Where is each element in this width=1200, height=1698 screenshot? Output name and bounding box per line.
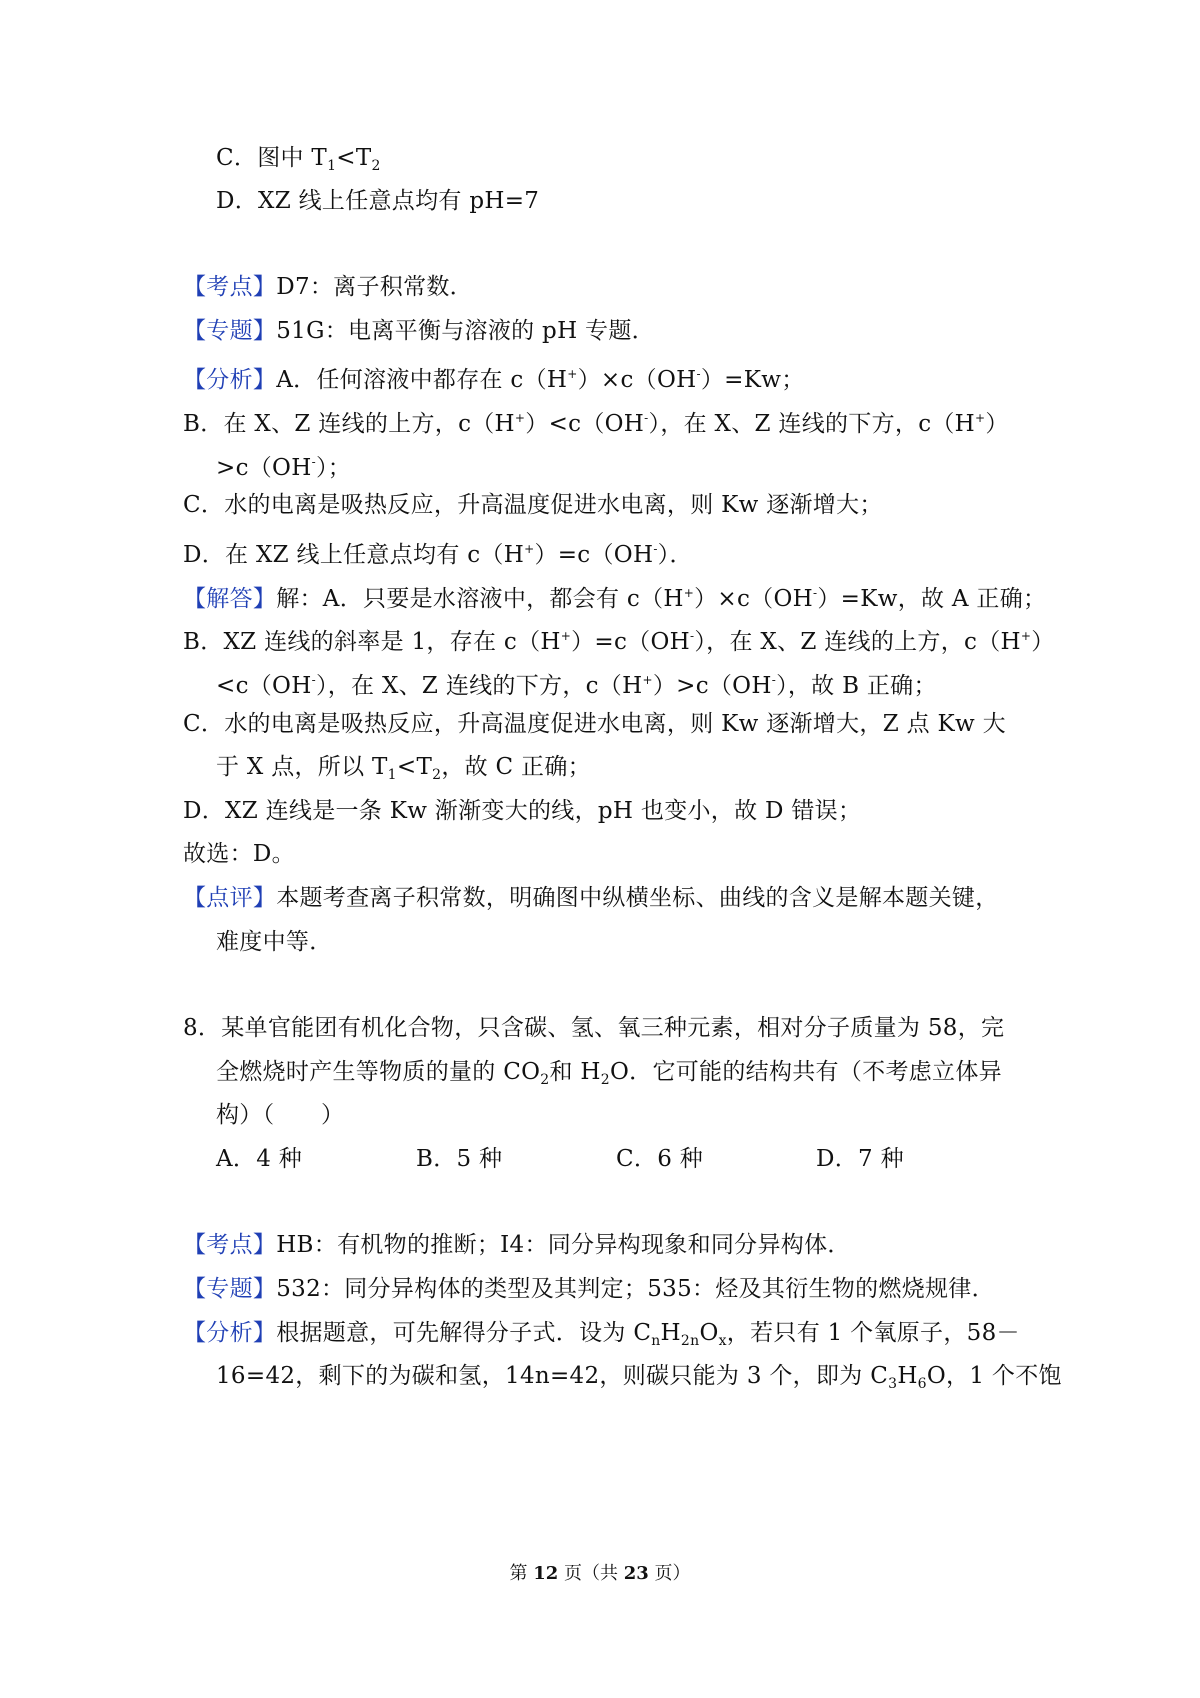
total-pages: 23 xyxy=(623,1563,649,1584)
q7-jieda-b xyxy=(183,620,1055,658)
q7-fenxi-c xyxy=(183,489,883,521)
subscript: 2 xyxy=(432,767,442,783)
text: ，故 C 正确； xyxy=(441,754,591,780)
q7-fenxi-a xyxy=(183,358,805,396)
text: 根据题意，可先解得分子式．设为 C xyxy=(276,1320,652,1346)
superscript: + xyxy=(567,367,578,381)
text: ），在 X、Z 连线的上方，c（H xyxy=(694,629,1021,655)
text: ）=c（OH xyxy=(571,629,690,655)
subscript: 2 xyxy=(600,1072,610,1088)
text: <T xyxy=(396,754,433,780)
text: D7：离子积常数． xyxy=(276,274,473,300)
text: D．XZ 线上任意点均有 pH=7 xyxy=(216,188,540,214)
q7-jieda-a xyxy=(183,577,1046,615)
subscript: 6 xyxy=(917,1376,927,1392)
superscript: - xyxy=(311,455,316,469)
q8-option-a: A．4 种 xyxy=(216,1146,303,1172)
q7-option-d xyxy=(216,185,539,217)
text: 和 H xyxy=(549,1059,601,1085)
subscript: 2n xyxy=(680,1333,700,1349)
superscript: + xyxy=(683,586,695,600)
text: ）×c（OH xyxy=(577,367,697,393)
q7-kaodian xyxy=(183,271,473,303)
superscript: - xyxy=(311,673,316,687)
page-footer xyxy=(0,1562,1200,1586)
q7-jieda-b-cont xyxy=(216,664,937,702)
text: ）； xyxy=(315,455,352,481)
superscript: + xyxy=(975,411,986,425)
text: O．它可能的结构共有（不考虑立体异 xyxy=(609,1059,1002,1085)
text: ）． xyxy=(657,542,693,568)
text: ）=Kw，故 A 正确； xyxy=(817,586,1047,612)
text: A．任何溶液中都存在 c（H xyxy=(276,367,568,393)
page-number: 12 xyxy=(533,1563,559,1584)
text: ）<c（OH xyxy=(525,411,645,437)
q7-guxuan xyxy=(183,838,295,870)
text: 页） xyxy=(648,1563,691,1584)
superscript: - xyxy=(771,673,777,687)
zhuanti-tag: 【专题】 xyxy=(183,1276,277,1302)
text: 532：同分异构体的类型及其判定；535：烃及其衍生物的燃烧规律． xyxy=(276,1276,995,1302)
text: D．XZ 连线是一条 Kw 渐渐变大的线，pH 也变小，故 D 错误； xyxy=(183,798,862,824)
superscript: + xyxy=(514,411,526,425)
q7-jieda-c xyxy=(183,708,1006,740)
q7-dianping-cont xyxy=(216,926,333,958)
text: >c（OH xyxy=(216,455,312,481)
q7-fenxi-b xyxy=(183,402,1009,440)
text: C．水的电离是吸热反应，升高温度促进水电离，则 Kw 逐渐增大； xyxy=(183,492,883,518)
text: O，1 个不饱 xyxy=(926,1363,1062,1389)
text: ）=c（OH xyxy=(534,542,654,568)
q7-fenxi-d xyxy=(183,533,693,571)
superscript: - xyxy=(696,367,701,381)
text: 第 xyxy=(509,1563,534,1584)
text: ，若只有 1 个氧原子，58－ xyxy=(726,1320,1020,1346)
text: 解：A．只要是水溶液中，都会有 c（H xyxy=(276,586,684,612)
text: ），在 X、Z 连线的下方，c（H xyxy=(315,673,643,699)
q7-jieda-c-cont xyxy=(216,751,591,791)
q7-zhuanti xyxy=(183,315,655,347)
q8-stem-1 xyxy=(183,1012,1004,1044)
q7-dianping xyxy=(183,882,999,914)
text: O xyxy=(699,1320,719,1346)
q8-fenxi-cont xyxy=(216,1360,1062,1400)
text: 8．某单官能团有机化合物，只含碳、氢、氧三种元素，相对分子质量为 58，完 xyxy=(183,1015,1005,1041)
text: ） xyxy=(985,411,1009,437)
q8-option-d: D．7 种 xyxy=(816,1146,904,1172)
text: D．在 XZ 线上任意点均有 c（H xyxy=(183,542,525,568)
superscript: + xyxy=(642,673,653,687)
kaodian-tag: 【考点】 xyxy=(183,1232,277,1258)
fenxi-tag: 【分析】 xyxy=(183,1320,277,1346)
text: B．在 X、Z 连线的上方，c（H xyxy=(183,411,515,437)
subscript: x xyxy=(718,1333,727,1349)
q8-option-b: B．5 种 xyxy=(416,1146,503,1172)
text: 于 X 点，所以 T xyxy=(216,754,388,780)
q8-fenxi xyxy=(183,1317,1020,1357)
text: 难度中等． xyxy=(216,929,333,955)
text: H xyxy=(897,1363,918,1389)
superscript: - xyxy=(690,629,695,643)
text: ） xyxy=(1031,629,1055,655)
text: ）=Kw； xyxy=(700,367,805,393)
superscript: - xyxy=(644,411,649,425)
text: ）>c（OH xyxy=(652,673,772,699)
subscript: 1 xyxy=(327,158,337,174)
q8-stem-3 xyxy=(216,1099,344,1131)
text: 本题考查离子积常数，明确图中纵横坐标、曲线的含义是解本题关键， xyxy=(276,885,999,911)
text: 页（共 xyxy=(558,1563,624,1584)
q8-kaodian xyxy=(183,1229,851,1261)
text: C．水的电离是吸热反应，升高温度促进水电离，则 Kw 逐渐增大，Z 点 Kw 大 xyxy=(183,711,1006,737)
text: ），在 X、Z 连线的下方，c（H xyxy=(648,411,976,437)
q8-zhuanti xyxy=(183,1273,995,1305)
text: ）×c（OH xyxy=(694,586,813,612)
q7-jieda-d xyxy=(183,795,861,827)
text: <T xyxy=(336,145,372,171)
text: B．XZ 连线的斜率是 1，存在 c（H xyxy=(183,629,561,655)
q8-stem-2 xyxy=(216,1056,1002,1096)
text: <c（OH xyxy=(216,673,312,699)
kaodian-tag: 【考点】 xyxy=(183,274,277,300)
superscript: - xyxy=(813,586,818,600)
superscript: + xyxy=(1020,629,1032,643)
text: HB：有机物的推断；I4：同分异构现象和同分异构体． xyxy=(276,1232,851,1258)
text: C．图中 T xyxy=(216,145,328,171)
text: 51G：电离平衡与溶液的 pH 专题． xyxy=(276,318,655,344)
subscript: 2 xyxy=(540,1072,550,1088)
q8-option-c: C．6 种 xyxy=(616,1146,704,1172)
text: ），故 B 正确； xyxy=(776,673,937,699)
jieda-tag: 【解答】 xyxy=(183,586,277,612)
superscript: + xyxy=(560,629,572,643)
subscript: n xyxy=(651,1333,661,1349)
zhuanti-tag: 【专题】 xyxy=(183,318,277,344)
superscript: - xyxy=(653,542,658,556)
superscript: + xyxy=(524,542,535,556)
text: 故选：D。 xyxy=(183,841,295,867)
subscript: 1 xyxy=(387,767,397,783)
subscript: 3 xyxy=(888,1376,898,1392)
fenxi-tag: 【分析】 xyxy=(183,367,277,393)
text: H xyxy=(660,1320,681,1346)
subscript: 2 xyxy=(371,158,381,174)
text: 16=42，剩下的为碳和氢，14n=42，则碳只能为 3 个，即为 C xyxy=(216,1363,889,1389)
text: 全燃烧时产生等物质的量的 CO xyxy=(216,1059,541,1085)
q8-options xyxy=(216,1143,1016,1175)
dianping-tag: 【点评】 xyxy=(183,885,277,911)
q7-option-c xyxy=(216,142,381,182)
text: 构）（ ） xyxy=(216,1102,345,1128)
q7-fenxi-b-cont xyxy=(216,446,351,484)
